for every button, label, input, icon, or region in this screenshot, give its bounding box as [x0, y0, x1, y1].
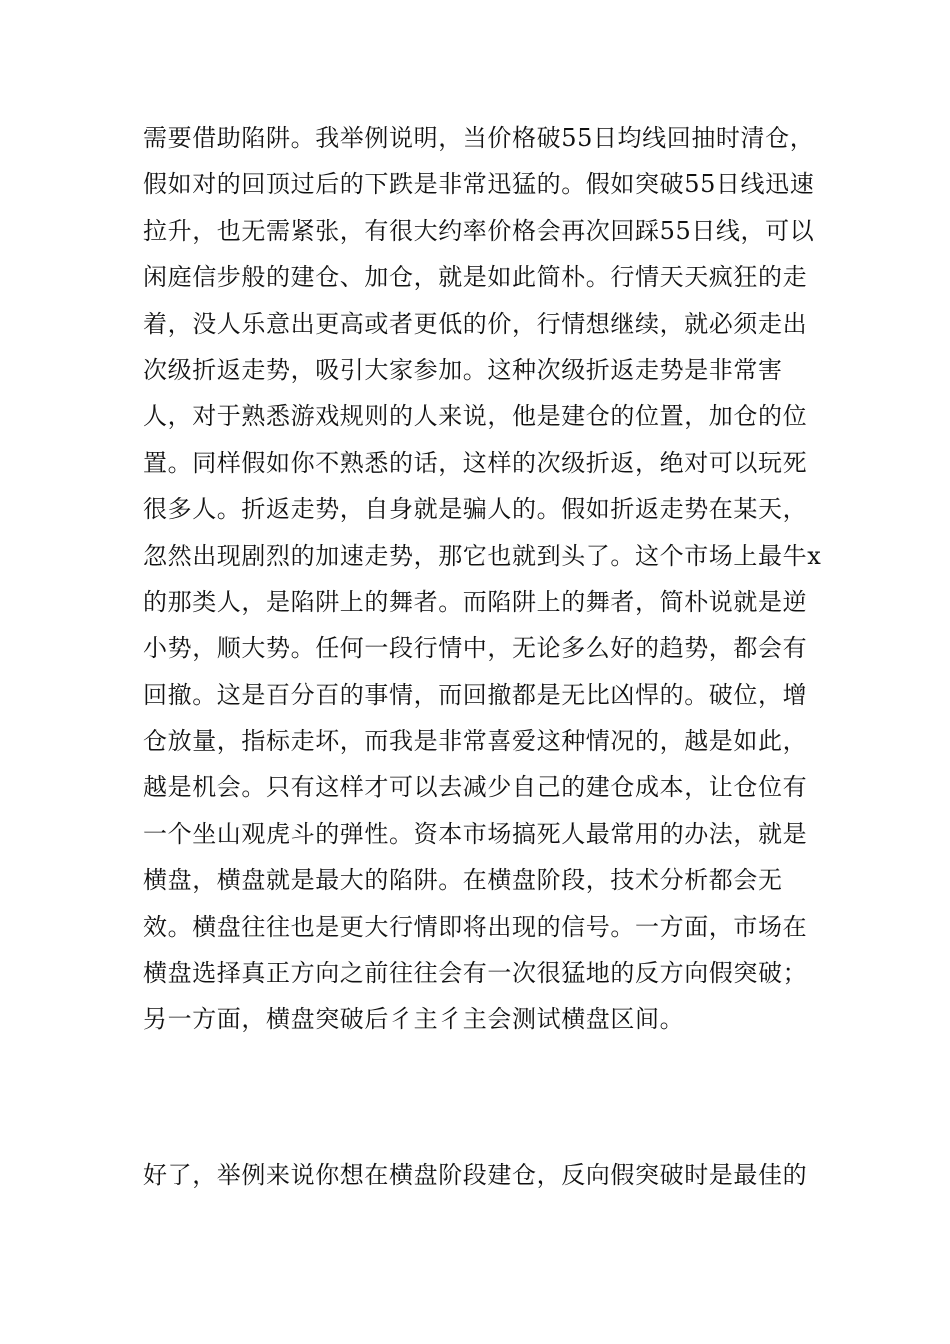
text-line: 着，没人乐意出更高或者更低的价，行情想继续，就必须走出: [143, 309, 808, 338]
text-line: 很多人。折返走势，自身就是骗人的。假如折返走势在某天，: [143, 495, 808, 524]
text-line: 效。横盘往往也是更大行情即将出现的信号。一方面，市场在: [143, 912, 808, 941]
text-line: 人，对于熟悉游戏规则的人来说，他是建仓的位置，加仓的位: [143, 402, 808, 431]
text-line: 回撤。这是百分百的事情，而回撤都是无比凶悍的。破位，增: [143, 680, 808, 709]
text-line: 次级折返走势，吸引大家参加。这种次级折返走势是非常害: [143, 355, 783, 384]
paragraph-1: [143, 115, 833, 1043]
text-line: 仓放量，指标走坏，而我是非常喜爱这种情况的，越是如此，: [143, 727, 808, 756]
text-line: 一个坐山观虎斗的弹性。资本市场搞死人最常用的办法，就是: [143, 819, 808, 848]
text-line: 横盘选择真正方向之前往往会有一次很猛地的反方向假突破；: [143, 959, 808, 988]
text-line: 置。同样假如你不熟悉的话，这样的次级折返，绝对可以玩死: [143, 448, 808, 477]
text-line: 闲庭信步般的建仓、加仓，就是如此简朴。行情天天疯狂的走: [143, 263, 808, 292]
text-line: 好了，举例来说你想在横盘阶段建仓，反向假突破时是最佳的: [143, 1161, 808, 1189]
text-line: 越是机会。只有这样才可以去减少自己的建仓成本，让仓位有: [143, 773, 808, 802]
text-line: 另一方面，横盘突破后彳主彳主会测试横盘区间。: [143, 1005, 685, 1034]
text-line: 忽然出现剧烈的加速走势，那它也就到头了。这个市场上最牛x: [143, 541, 822, 570]
text-line: 拉升，也无需紧张，有很大约率价格会再次回踩55日线，可以: [143, 216, 815, 245]
paragraph-2: [143, 1152, 833, 1198]
text-line: 小势，顺大势。任何一段行情中，无论多么好的趋势，都会有: [143, 634, 808, 663]
text-line: 需要借助陷阱。我举例说明，当价格破55日均线回抽时清仓，: [143, 124, 815, 152]
text-line: 的那类人，是陷阱上的舞者。而陷阱上的舞者，简朴说就是逆: [143, 587, 808, 616]
text-line: 横盘，横盘就是最大的陷阱。在横盘阶段，技术分析都会无: [143, 866, 783, 895]
text-line: 假如对的回顶过后的下跌是非常迅猛的。假如突破55日线迅速: [143, 170, 815, 199]
